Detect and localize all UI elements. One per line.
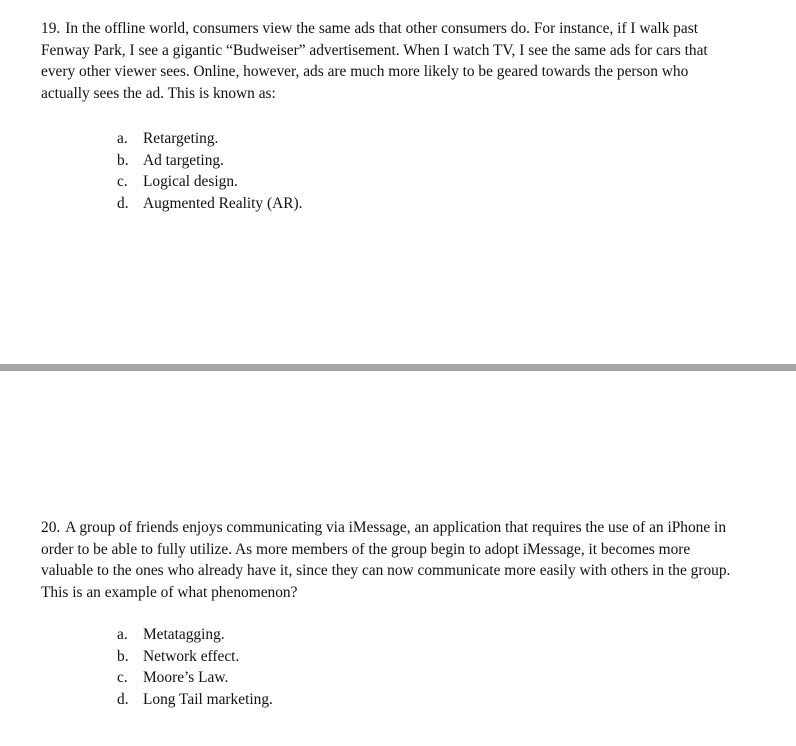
option-letter: c. <box>117 669 128 687</box>
document-page-2 <box>0 371 796 746</box>
page-break-divider <box>0 364 796 371</box>
document-page-1 <box>0 0 796 364</box>
option-text: Moore’s Law. <box>143 669 229 687</box>
option-text: Long Tail marketing. <box>143 690 273 708</box>
answer-option-b <box>117 646 273 668</box>
option-letter: b. <box>117 151 129 169</box>
option-text: Network effect. <box>143 647 240 665</box>
option-text: Retargeting. <box>143 130 219 147</box>
question-number: 20. <box>41 519 61 536</box>
option-letter: a. <box>117 626 128 643</box>
option-text: Metatagging. <box>143 626 225 643</box>
option-letter: d. <box>117 690 129 708</box>
option-text: Ad targeting. <box>143 151 224 169</box>
option-letter: c. <box>117 173 128 191</box>
option-text: Augmented Reality (AR). <box>143 194 303 212</box>
answer-option-b <box>117 150 302 172</box>
answer-option-a <box>117 624 273 646</box>
question-20 <box>41 517 731 603</box>
answer-options-19 <box>117 128 302 214</box>
option-text: Logical design. <box>143 173 238 191</box>
answer-option-d <box>117 193 302 215</box>
option-letter: d. <box>117 194 129 212</box>
question-text: In the offline world, consumers view the same ads that other consumers do. For instance, if I walk past Fenway Park, I see a gigantic “Budweiser” advertisement. When I watch TV, I see the same ads for cars that every other viewer sees. Online, however, ads are much more likely to be geared towards the person who actually sees the ad. This is known as: <box>41 20 708 102</box>
question-19 <box>41 18 731 104</box>
answer-option-c <box>117 171 302 193</box>
question-text: A group of friends enjoys communicating via iMessage, an application that requires the use of an iPhone in order to be able to fully utilize. As more members of the group begin to adopt iMessage, it becomes more valuable to the ones who already have it, since they can now communicate more easily with others in the group. This is an example of what phenomenon? <box>41 519 731 601</box>
answer-option-d <box>117 689 273 711</box>
option-letter: a. <box>117 130 128 147</box>
answer-option-a <box>117 128 302 150</box>
question-number: 19. <box>41 20 61 37</box>
option-letter: b. <box>117 647 129 665</box>
answer-option-c <box>117 667 273 689</box>
answer-options-20 <box>117 624 273 710</box>
